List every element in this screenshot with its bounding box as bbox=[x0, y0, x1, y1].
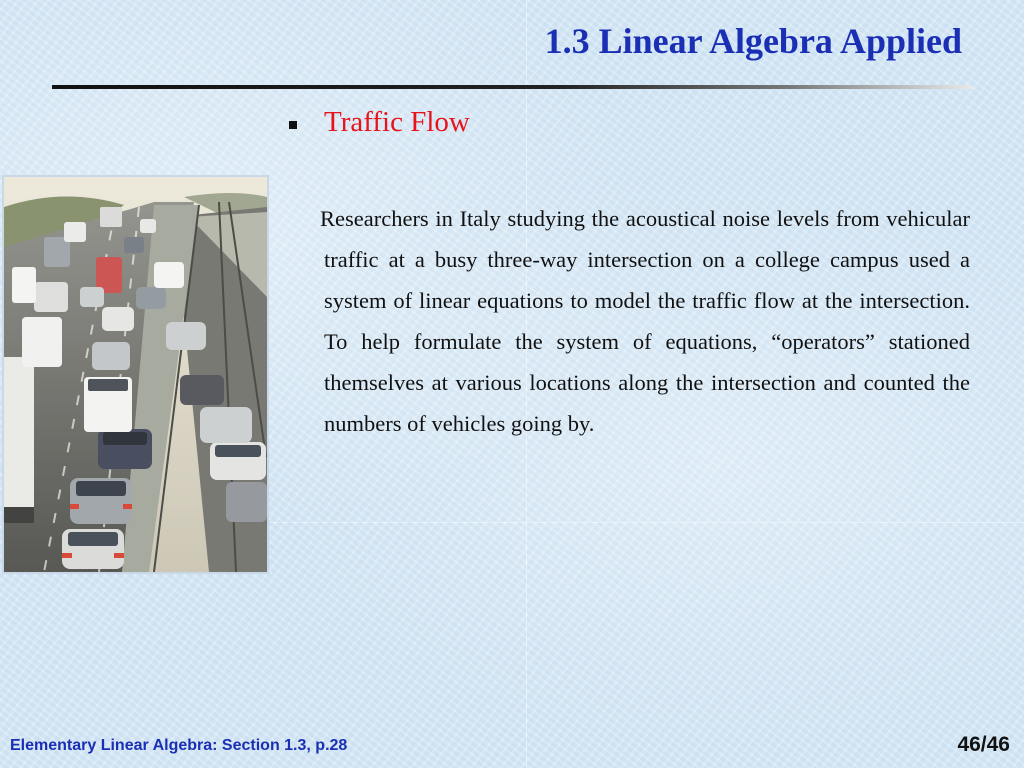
bullet-heading: Traffic Flow bbox=[324, 106, 470, 138]
traffic-jam-photo bbox=[2, 175, 269, 574]
bullet-square-icon bbox=[289, 121, 297, 129]
body-paragraph: Researchers in Italy studying the acoustical noise levels from vehicular traffic at a busy three-way intersection on a college campus used a system of linear equations to model the traffic flow at the intersection. To help formulate the system of equations, “operators” stationed themselves at various locations along the intersection and counted the numbers of vehicles going by. bbox=[320, 206, 970, 436]
page-number: 46/46 bbox=[957, 733, 1010, 756]
slide-title: 1.3 Linear Algebra Applied bbox=[544, 21, 962, 61]
bullet-item bbox=[289, 106, 470, 139]
footer-source: Elementary Linear Algebra: Section 1.3, p.28 bbox=[10, 737, 348, 754]
title-divider bbox=[52, 85, 972, 89]
